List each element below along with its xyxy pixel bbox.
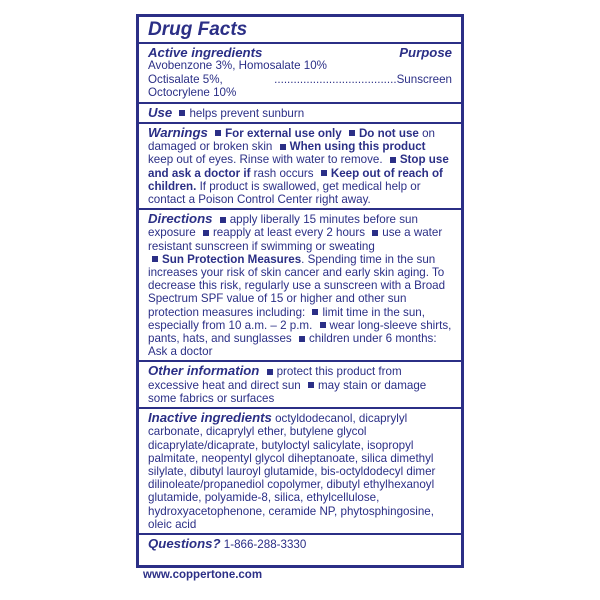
other-information-section <box>139 362 461 409</box>
use-section <box>139 104 461 124</box>
questions-phone: 1-866-288-3330 <box>223 537 307 551</box>
bullet-icon <box>312 309 318 315</box>
measure-3: children under 6 months: Ask a doctor <box>148 332 437 359</box>
inactive-ingredients-heading: Inactive ingredients <box>148 410 272 426</box>
directions-heading: Directions <box>148 211 213 227</box>
directions-section <box>139 210 461 362</box>
drug-facts-panel <box>136 14 464 568</box>
purpose-heading: Purpose <box>399 45 452 60</box>
active-line-2-row <box>148 73 452 100</box>
active-line-1: Avobenzone 3%, Homosalate 10% <box>148 59 327 73</box>
swallow-warning: If product is swallowed, get medical help or contact a Poison Control Center right away. <box>148 179 421 207</box>
bullet-icon <box>179 110 185 116</box>
bullet-icon <box>215 130 221 136</box>
drug-facts-title: Drug Facts <box>139 17 461 44</box>
bullet-icon <box>349 130 355 136</box>
do-not-use-text: on damaged or broken skin <box>148 127 435 154</box>
sun-protection-label: Sun Protection Measures <box>162 252 302 266</box>
other-info-2: may stain or damage some fabrics or surfaces <box>148 378 427 405</box>
active-line-2: Octisalate 5%, Octocrylene 10% <box>148 72 237 100</box>
bullet-icon <box>152 256 158 262</box>
questions-section <box>139 535 461 553</box>
warnings-heading: Warnings <box>148 125 208 141</box>
sun-protection-text: . Spending time in the sun increases your risk of skin cancer and early skin aging. To decrease this risk, regularly use a sunscreen with a Broad Spectrum SPF value of 15 or higher and other sun protection measures including: <box>148 252 446 319</box>
website-url: www.coppertone.com <box>143 569 263 581</box>
inactive-ingredients-text: octyldodecanol, dicaprylyl carbonate, dicaprylyl ether, butylene glycol dicaprylate/dicaprate, butyloctyl salicylate, isopropyl palmitate, neopentyl glycol diheptanoate, silica dimethyl silylate, dibutyl lauroyl glutamide, bis-octyldodecyl dimer dilinoleate/propanediol copolymer, dibutyl ethylhexanoyl glutamide, polyamide-8, silica, ethylcellulose, hydroxyacetophenone, ceramide NP, phytosphingosine, oleic acid <box>148 412 436 531</box>
bullet-icon <box>203 230 209 236</box>
stop-use-label: Stop use and ask a doctor if <box>148 153 449 180</box>
when-using-text: keep out of eyes. Rinse with water to remove. <box>148 153 383 167</box>
other-information-heading: Other information <box>148 363 260 379</box>
stop-use-text: rash occurs <box>253 166 314 180</box>
bullet-icon <box>372 230 378 236</box>
bullet-icon <box>320 322 326 328</box>
when-using-label: When using this product <box>289 140 426 154</box>
bullet-icon <box>308 382 314 388</box>
active-ingredients-section <box>139 44 461 104</box>
other-info-1: protect this product from excessive heat and direct sun <box>148 365 402 392</box>
inactive-ingredients-section <box>139 409 461 535</box>
direction-2: reapply at least every 2 hours <box>212 226 366 240</box>
keep-out-of-reach: Keep out of reach of children. <box>148 166 443 193</box>
measure-1: limit time in the sun, especially from 10 a.m. – 2 p.m. <box>148 305 425 332</box>
bullet-icon <box>390 157 396 163</box>
direction-3: use a water resistant sunscreen if swimming or sweating <box>148 226 443 253</box>
use-text: helps prevent sunburn <box>189 106 305 120</box>
leader-dots: ...................................... <box>274 72 397 86</box>
use-heading: Use <box>148 104 173 120</box>
purpose-value: Sunscreen <box>396 72 452 86</box>
bullet-icon <box>321 170 327 176</box>
bullet-icon <box>280 144 286 150</box>
bullet-icon <box>220 217 226 223</box>
questions-heading: Questions? <box>148 535 221 551</box>
measure-2: wear long-sleeve shirts, pants, hats, and sunglasses <box>148 318 452 346</box>
external-use-warning: For external use only <box>225 127 342 141</box>
direction-1: apply liberally 15 minutes before sun exposure <box>148 213 418 240</box>
bullet-icon <box>267 369 273 375</box>
bullet-icon <box>299 336 305 342</box>
warnings-section <box>139 124 461 210</box>
active-ingredients-heading: Active ingredients <box>148 45 263 60</box>
do-not-use-label: Do not use <box>358 127 419 141</box>
